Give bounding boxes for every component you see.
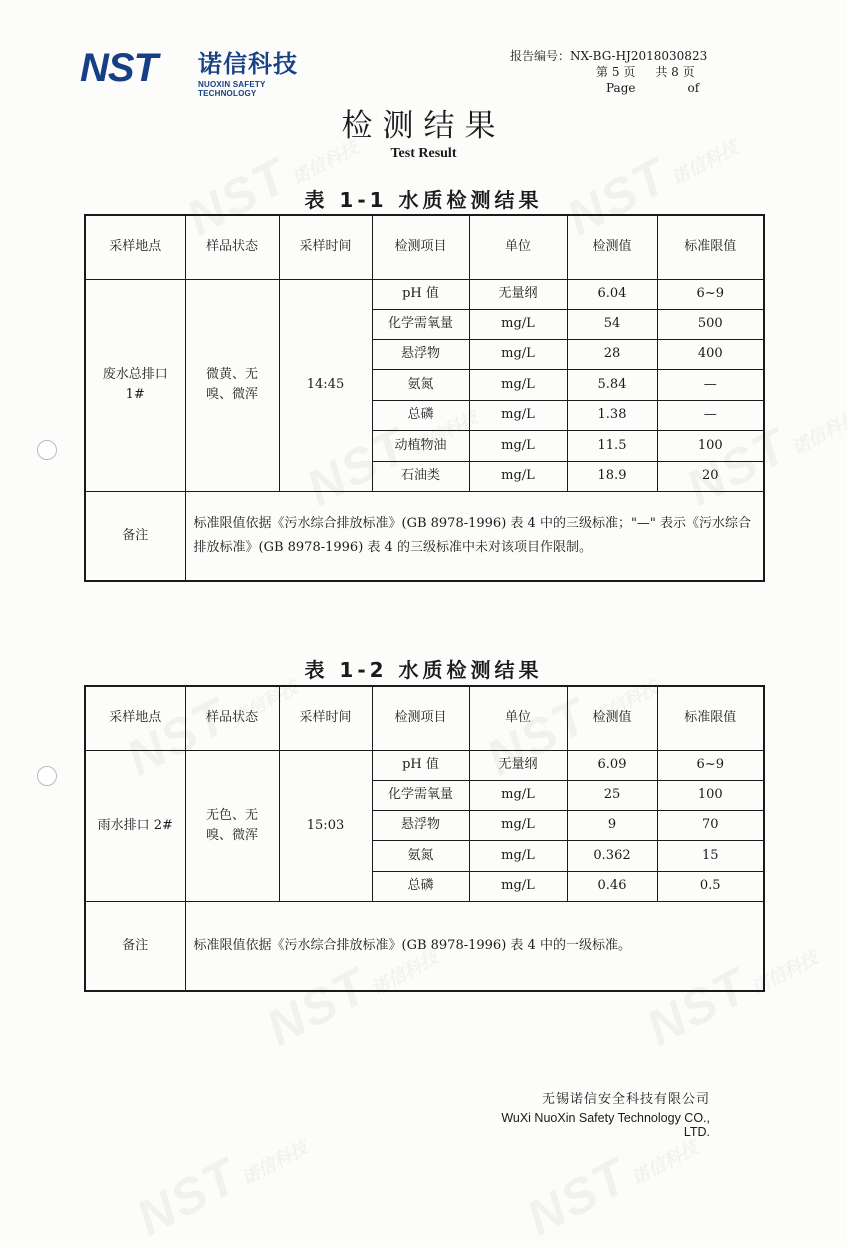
unit: mg/L	[469, 871, 567, 901]
test-item: 悬浮物	[372, 810, 469, 840]
punch-hole-icon	[37, 440, 57, 460]
of-en: of	[687, 81, 700, 95]
test-item: 动植物油	[372, 430, 469, 461]
unit: mg/L	[469, 840, 567, 871]
test-item: 化学需氧量	[372, 309, 469, 339]
column-header: 检测值	[567, 686, 657, 750]
standard-limit: 6~9	[657, 279, 764, 309]
water-quality-table-1	[84, 214, 765, 582]
column-header: 单位	[469, 686, 567, 750]
column-header: 样品状态	[185, 215, 279, 279]
test-value: 25	[567, 780, 657, 810]
standard-limit: 100	[657, 780, 764, 810]
test-value: 5.84	[567, 369, 657, 400]
test-item: 悬浮物	[372, 339, 469, 369]
page-indicator	[510, 64, 707, 80]
column-header: 样品状态	[185, 686, 279, 750]
test-value: 0.362	[567, 840, 657, 871]
total-unit: 页	[682, 65, 695, 79]
unit: 无量纲	[469, 750, 567, 780]
unit: mg/L	[469, 339, 567, 369]
company-logo	[80, 46, 320, 98]
unit: mg/L	[469, 810, 567, 840]
unit: 无量纲	[469, 279, 567, 309]
column-header: 检测项目	[372, 215, 469, 279]
page-current: 5	[611, 65, 620, 79]
test-value: 9	[567, 810, 657, 840]
logo-english-name: NUOXIN SAFETY TECHNOLOGY	[198, 80, 266, 98]
test-value: 54	[567, 309, 657, 339]
table2-caption: 表 1-2 水质检测结果	[304, 658, 543, 682]
water-quality-table-2	[84, 685, 765, 992]
table-row	[85, 279, 764, 309]
table-header-row	[85, 215, 764, 279]
test-item: 石油类	[372, 461, 469, 491]
unit: mg/L	[469, 461, 567, 491]
page-indicator-en	[510, 80, 707, 96]
column-header: 检测值	[567, 215, 657, 279]
test-value: 1.38	[567, 400, 657, 430]
table1-caption: 表 1-1 水质检测结果	[304, 188, 543, 212]
page-total: 8	[671, 65, 679, 79]
report-number: NX-BG-HJ2018030823	[570, 49, 708, 63]
standard-limit: 500	[657, 309, 764, 339]
test-item: 氨氮	[372, 840, 469, 871]
column-header: 单位	[469, 215, 567, 279]
standard-limit: —	[657, 400, 764, 430]
unit: mg/L	[469, 400, 567, 430]
logo-mark: NST	[80, 46, 157, 90]
test-item: 总磷	[372, 871, 469, 901]
sampling-location: 废水总排口1#	[85, 279, 185, 491]
column-header: 采样时间	[279, 686, 372, 750]
standard-limit: 100	[657, 430, 764, 461]
report-number-line	[510, 48, 707, 64]
test-value: 18.9	[567, 461, 657, 491]
page-unit: 页	[623, 65, 636, 79]
sample-state: 无色、无嗅、微浑	[185, 750, 279, 901]
test-value: 28	[567, 339, 657, 369]
report-meta	[510, 48, 707, 96]
column-header: 采样地点	[85, 686, 185, 750]
column-header: 标准限值	[657, 686, 764, 750]
page-subtitle: Test Result	[390, 146, 457, 161]
page-prefix: 第	[596, 65, 609, 79]
standard-limit: 400	[657, 339, 764, 369]
company-name-en: WuXi NuoXin Safety Technology CO., LTD.	[501, 1111, 710, 1139]
standard-limit: 20	[657, 461, 764, 491]
standard-limit: 15	[657, 840, 764, 871]
company-name-cn: 无锡诺信安全科技有限公司	[541, 1092, 710, 1107]
sampling-location: 雨水排口 2#	[85, 750, 185, 901]
note-row	[85, 491, 764, 581]
logo-chinese-name: 诺信科技	[198, 50, 298, 78]
report-number-label: 报告编号：	[510, 49, 571, 63]
test-item: 化学需氧量	[372, 780, 469, 810]
unit: mg/L	[469, 780, 567, 810]
test-item: 总磷	[372, 400, 469, 430]
table-header-row	[85, 686, 764, 750]
test-value: 6.09	[567, 750, 657, 780]
column-header: 采样地点	[85, 215, 185, 279]
total-prefix: 共	[655, 65, 668, 79]
test-item: 氨氮	[372, 369, 469, 400]
page-en: Page	[606, 81, 636, 95]
page-title: 检测结果	[341, 108, 506, 144]
punch-hole-icon	[37, 766, 57, 786]
watermark-logo-icon	[127, 1111, 315, 1247]
test-value: 6.04	[567, 279, 657, 309]
table-row	[85, 750, 764, 780]
unit: mg/L	[469, 309, 567, 339]
standard-limit: 6~9	[657, 750, 764, 780]
test-item: pH 值	[372, 750, 469, 780]
sampling-time: 14:45	[279, 279, 372, 491]
company-footer	[474, 1088, 710, 1139]
test-value: 11.5	[567, 430, 657, 461]
note-label: 备注	[85, 901, 185, 991]
sampling-time: 15:03	[279, 750, 372, 901]
column-header: 采样时间	[279, 215, 372, 279]
unit: mg/L	[469, 430, 567, 461]
standard-limit: 0.5	[657, 871, 764, 901]
note-label: 备注	[85, 491, 185, 581]
sample-state: 微黄、无嗅、微浑	[185, 279, 279, 491]
standard-limit: —	[657, 369, 764, 400]
note-text: 标准限值依据《污水综合排放标准》(GB 8978-1996) 表 4 中的三级标准；"—" 表示《污水综合排放标准》(GB 8978-1996) 表 4 的三级标准中未对该项目作限制。	[185, 491, 764, 581]
standard-limit: 70	[657, 810, 764, 840]
column-header: 标准限值	[657, 215, 764, 279]
note-text: 标准限值依据《污水综合排放标准》(GB 8978-1996) 表 4 中的一级标准。	[185, 901, 764, 991]
test-item: pH 值	[372, 279, 469, 309]
test-value: 0.46	[567, 871, 657, 901]
note-row	[85, 901, 764, 991]
column-header: 检测项目	[372, 686, 469, 750]
unit: mg/L	[469, 369, 567, 400]
